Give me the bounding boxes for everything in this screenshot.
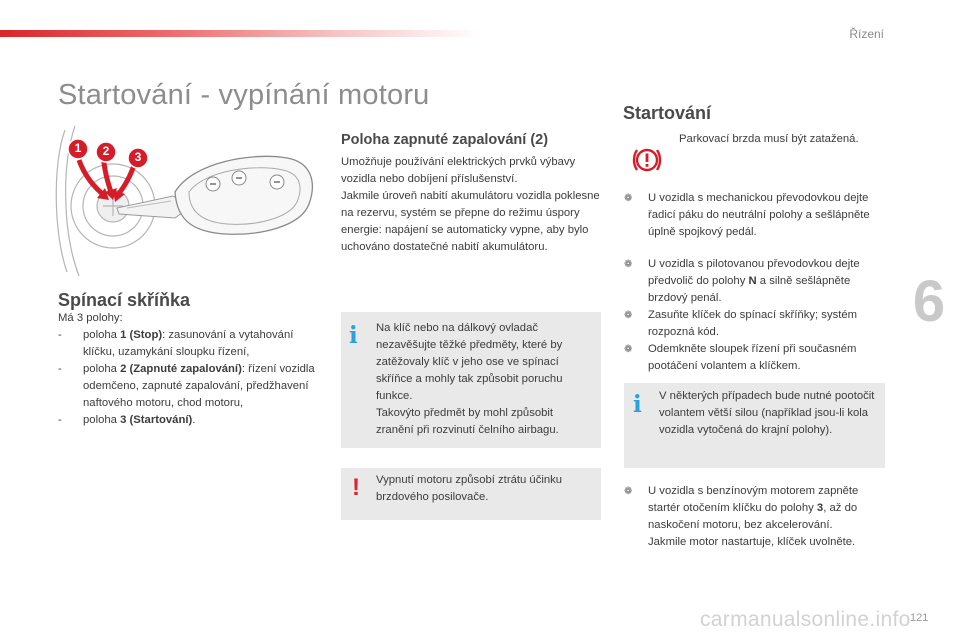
warning-brake-box	[341, 468, 601, 520]
position-item: - poloha 1 (Stop): zasunování a vytahování klíčku, uzamykání sloupku řízení,	[58, 329, 294, 358]
poloha-text-1: Umožňuje používání elektrických prvků výbavy vozidla nebo dobíjení příslušenství.	[341, 156, 576, 185]
step-item: ❁ Zasuňte klíček do spínací skříňky; systém rozpozná kód.	[624, 309, 858, 338]
startovani-steps-a	[624, 190, 882, 241]
parking-brake-text: Parkovací brzda musí být zatažená.	[679, 133, 859, 145]
petrol-end-text: Jakmile motor nastartuje, klíček uvolněte.	[648, 536, 856, 548]
position-item: - poloha 3 (Startování).	[58, 414, 196, 426]
step-item: ❁ U vozidla s mechanickou převodovkou dejte řadicí páku do neutrální polohy a sešlápněte úplně spojkový pedál.	[624, 192, 870, 238]
step-item: ❁ Odemkněte sloupek řízení při současném pootáčení volantem a klíčkem.	[624, 343, 857, 372]
info-force-box	[624, 383, 885, 468]
poloha-text-2: Jakmile úroveň nabití akumulátoru vozidla poklesne na rezervu, systém se přepne do režimu úspory energie: napájení se automaticky vypne, aby bylo uchováno dostatečné nabití akumulátoru.	[341, 190, 600, 253]
startovani-heading: Startování	[623, 103, 712, 123]
watermark: carmanualsonline.info	[700, 608, 911, 631]
info-force-text: V některých případech bude nutné pootočit volantem větší silou (například jsou-li kola vozidla vytočená do krajní polohy).	[659, 390, 875, 436]
callout-1	[67, 138, 89, 165]
poloha-heading: Poloha zapnuté zapalování (2)	[341, 132, 549, 148]
page-number: 121	[910, 612, 929, 624]
bullet-icon: ❁	[624, 193, 633, 204]
startovani-steps-b	[624, 256, 882, 375]
poloha-body	[341, 154, 604, 256]
warning-icon: !	[352, 474, 360, 501]
section-label: Řízení	[849, 27, 884, 41]
bullet-icon: ❁	[624, 344, 633, 355]
spinaci-body	[58, 310, 316, 429]
info-icon: i	[633, 391, 642, 418]
parking-brake-icon	[631, 144, 663, 176]
callout-2-label: 2	[102, 144, 110, 158]
info-key-box	[341, 312, 601, 448]
header-accent-bar	[0, 30, 480, 37]
step-item: ❁ U vozidla s pilotovanou převodovkou dejte předvolič do polohy N a silně sešlápněte brzdový penál.	[624, 258, 860, 304]
callout-3	[127, 147, 149, 174]
callout-1-label: 1	[74, 141, 82, 155]
spinaci-heading: Spínací skříňka	[58, 290, 191, 310]
callout-2	[95, 141, 117, 168]
warning-brake-text: Vypnutí motoru způsobí ztrátu účinku brzdového posilovače.	[376, 474, 563, 503]
bullet-icon: ❁	[624, 486, 633, 497]
startovani-steps-c	[624, 483, 886, 551]
step-item: ❁ U vozidla s benzínovým motorem zapněte startér otočením klíčku do polohy 3, až do naskočení motoru, bez akcelerování. Jakmile motor nastartuje, klíček uvolněte.	[624, 483, 886, 551]
bullet-icon: ❁	[624, 310, 633, 321]
chapter-number: 6	[912, 269, 946, 334]
bullet-icon: ❁	[624, 259, 633, 270]
info-icon: i	[349, 322, 358, 349]
page-title: Startování - vypínání motoru	[58, 79, 430, 112]
spinaci-intro: Má 3 polohy:	[58, 312, 123, 324]
position-item: - poloha 2 (Zapnuté zapalování): řízení vozidla odemčeno, zapnuté zapalování, předžhavení naftového motoru, chod motoru,	[58, 363, 315, 409]
callout-3-label: 3	[134, 150, 142, 164]
info-key-text: Na klíč nebo na dálkový ovladač nezavěšujte těžké předměty, které by zatěžovaly klíč v jeho ose ve spínací skříňce a mohly tak způsobit poruchu funkce. Takovýto předmět by mohl způsobit zranění při rozvinutí čelního airbagu.	[376, 322, 563, 436]
